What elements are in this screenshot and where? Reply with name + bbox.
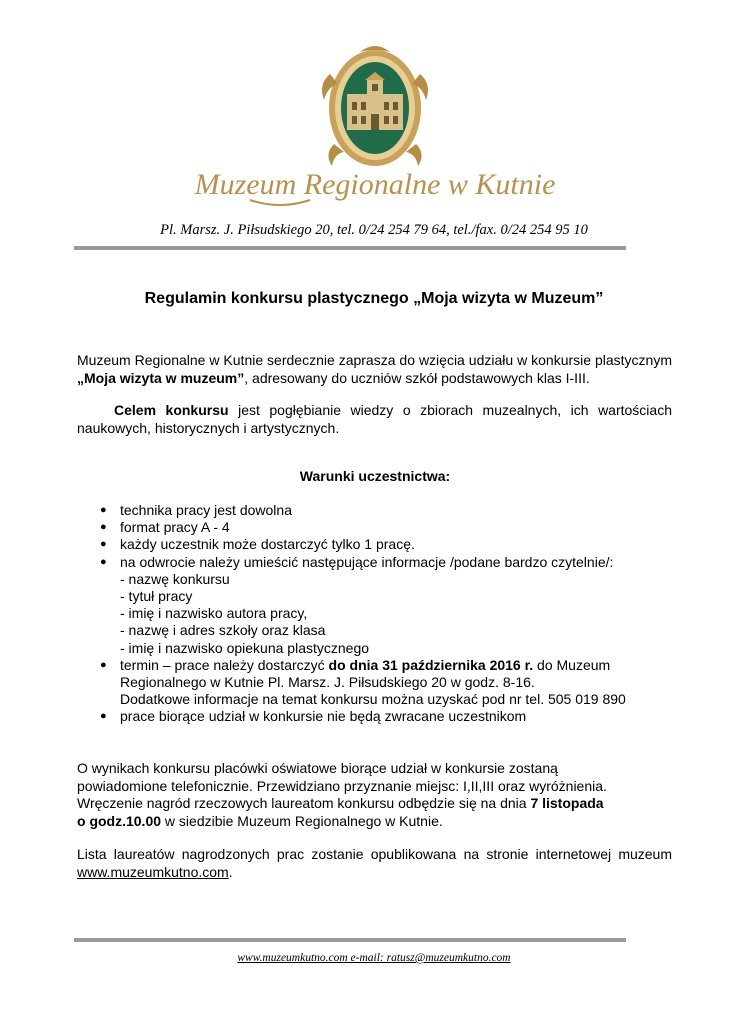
- list-item: ● termin – prace należy dostarczyć do dnia 31 października 2016 r. do Muzeum Regionalnego w Kutnie Pl. Marsz. J. Piłsudskiego 20 w godz. 8-16. Dodatkowe informacje na temat konkursu można uzyskać pod nr tel. 505 019 890: [100, 656, 626, 708]
- sub-item: - nazwę konkursu: [120, 570, 230, 587]
- sub-item: - tytuł pracy: [120, 588, 193, 605]
- bullet-icon: ●: [100, 504, 107, 516]
- list-item: ● format pracy A - 4: [100, 519, 230, 536]
- award-date: 7 listopada: [530, 795, 604, 811]
- award-time: o godz.10.00: [77, 812, 162, 829]
- footer-divider: [74, 938, 626, 942]
- intro-text-end: , adresowany do uczniów szkół podstawowych klas I-III.: [244, 369, 590, 386]
- list-item: ● na odwrocie należy umieścić następujące informacje /podane bardzo czytelnie/: - nazwę konkursu - tytuł pracy - imię i nazwisko autora pracy, - nazwę i adres szkoły oraz klasa - imię i nazwisko opiekuna plastycznego: [77, 554, 667, 657]
- header-divider: [74, 246, 626, 250]
- conditions-list: [77, 502, 667, 726]
- intro-text: Muzeum Regionalne w Kutnie serdecznie zaprasza do wzięcia udziału w konkursie plastycznym: [77, 352, 672, 368]
- contact-info: Dodatkowe informacje na temat konkursu można uzyskać pod nr tel. 505 019 890: [120, 691, 626, 708]
- svg-text:Muzeum Regionalne w Kutnie: Muzeum Regionalne w Kutnie: [194, 168, 556, 201]
- footer-contact: www.muzeumkutno.com e-mail: ratusz@muzeumkutno.com: [237, 952, 511, 964]
- goal-paragraph: [77, 402, 672, 437]
- sub-item: - nazwę i adres szkoły oraz klasa: [120, 622, 326, 639]
- museum-website-link[interactable]: www.muzeumkutno.com: [77, 863, 229, 880]
- contest-name: „Moja wizyta w muzeum”: [77, 369, 245, 386]
- results-paragraph: O wynikach konkursu placówki oświatowe biorące udział w konkursie zostaną powiadomione telefonicznie. Przewidziano przyznanie miejsc: I,II,III oraz wyróżnienia. Wręczenie nagród rzeczowych laureatom konkursu odbędzie się na dnia 7 listopada o godz.10.00 w siedzibie Muzeum Regionalnego w Kutnie.: [77, 760, 607, 829]
- footer: [0, 952, 748, 964]
- bullet-icon: ●: [100, 521, 107, 534]
- goal-text: jest pogłębianie wiedzy o zbiorach muzealnych, ich wartościach naukowych, historycznych i artystycznych.: [77, 402, 672, 436]
- bullet-icon: ●: [100, 710, 107, 723]
- conditions-heading: Warunki uczestnictwa:: [299, 468, 451, 484]
- intro-paragraph: [77, 352, 672, 387]
- page-title: Regulamin konkursu plastycznego „Moja wizyta w Muzeum”: [144, 290, 604, 307]
- list-item: ● każdy uczestnik może dostarczyć tylko 1 pracę.: [100, 536, 415, 553]
- list-item: ● prace biorące udział w konkursie nie będą zwracane uczestnikom: [100, 708, 527, 725]
- goal-label: Celem konkursu: [114, 402, 229, 418]
- sub-item: - imię i nazwisko opiekuna plastycznego: [120, 639, 370, 656]
- address-line: Pl. Marsz. J. Piłsudskiego 20, tel. 0/24 254 79 64, tel./fax. 0/24 254 95 10: [160, 222, 588, 238]
- list-item: ● technika pracy jest dowolna: [100, 502, 292, 518]
- museum-logo: [194, 44, 556, 220]
- bullet-icon: ●: [100, 538, 107, 551]
- publish-paragraph: Lista laureatów nagrodzonych prac zostanie opublikowana na stronie internetowej muzeum www.muzeumkutno.com.: [77, 846, 672, 880]
- deadline: do dnia 31 października 2016 r.: [328, 656, 534, 673]
- bullet-icon: ●: [100, 555, 107, 568]
- bullet-icon: ●: [100, 658, 107, 671]
- sub-item: - imię i nazwisko autora pracy,: [120, 605, 308, 622]
